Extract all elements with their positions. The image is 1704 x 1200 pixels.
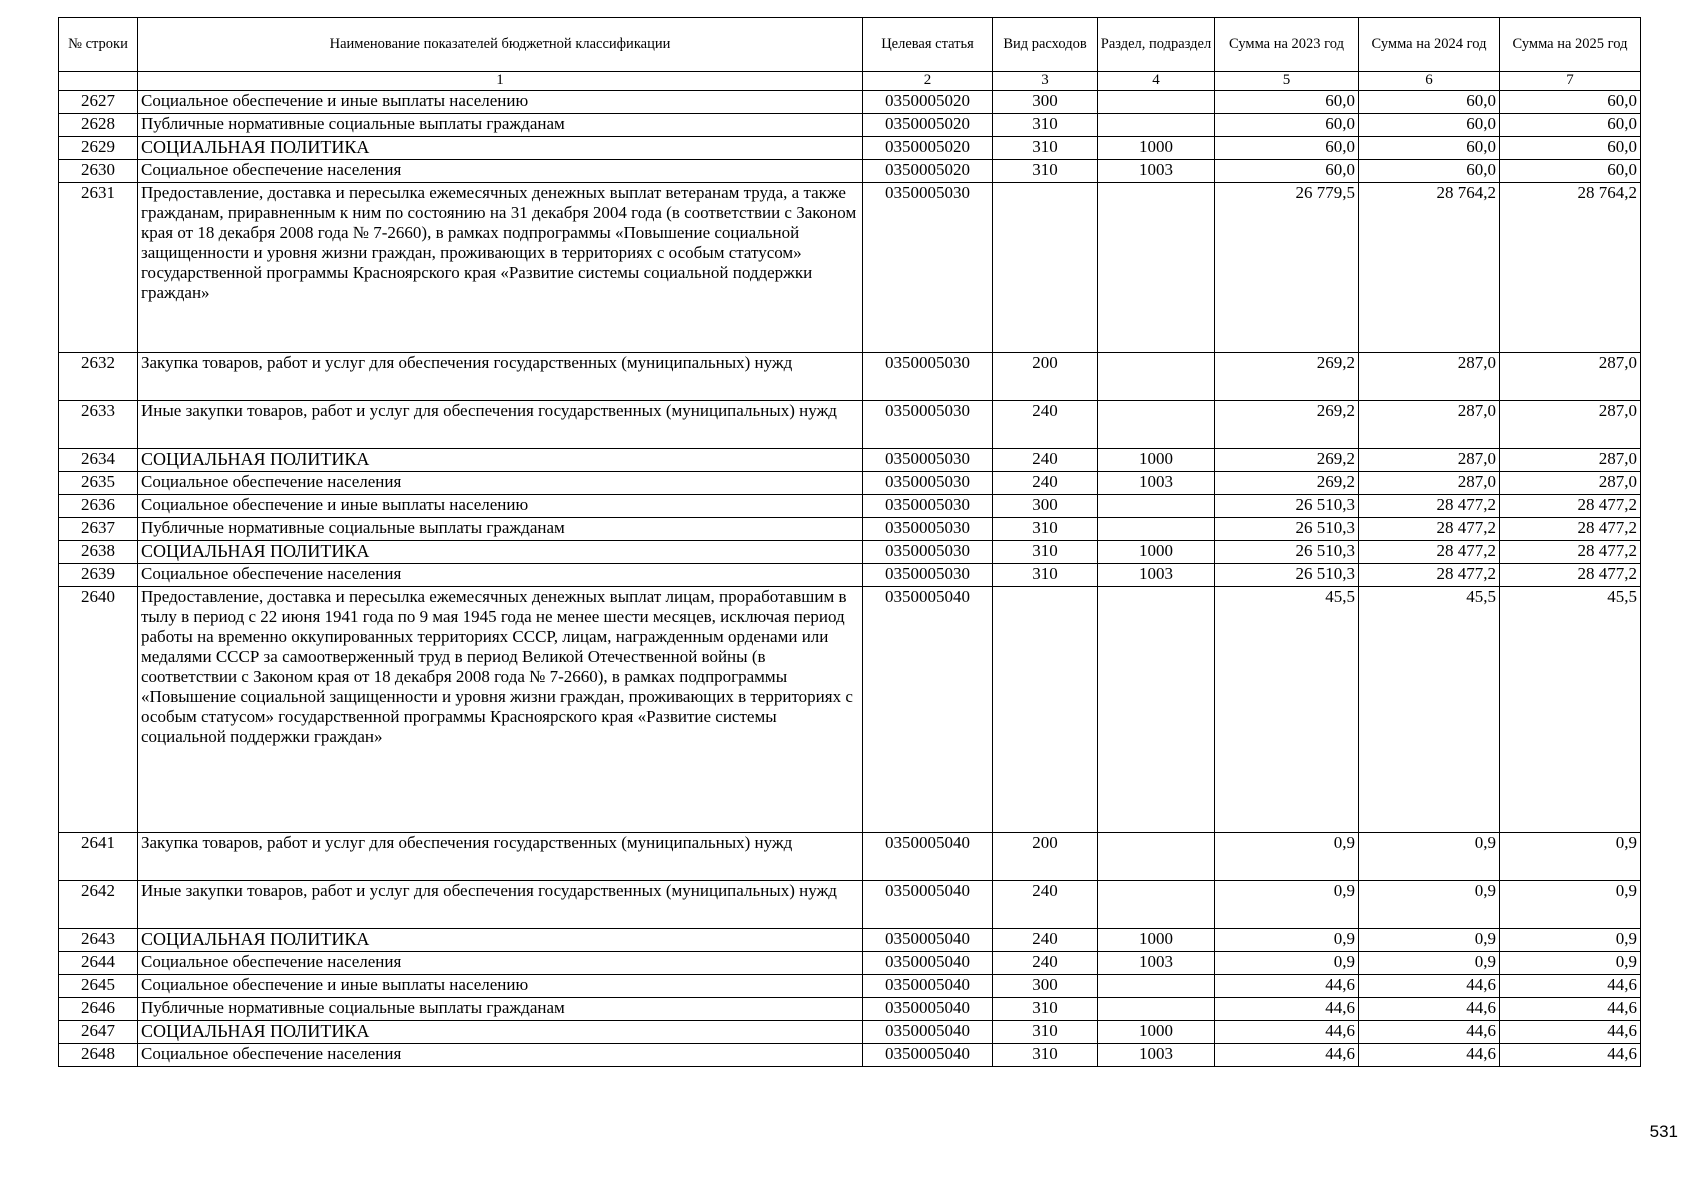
column-number: 7 bbox=[1500, 72, 1641, 91]
section-subsection: 1003 bbox=[1098, 472, 1215, 495]
table-row bbox=[59, 1044, 1641, 1067]
indicator-name: Социальное обеспечение и иные выплаты населению bbox=[138, 495, 863, 518]
table-row bbox=[59, 881, 1641, 929]
expense-kind: 300 bbox=[993, 495, 1098, 518]
sum-2023: 0,9 bbox=[1215, 929, 1359, 952]
indicator-name: Публичные нормативные социальные выплаты гражданам bbox=[138, 998, 863, 1021]
section-subsection bbox=[1098, 518, 1215, 541]
sum-2023: 60,0 bbox=[1215, 114, 1359, 137]
section-subsection bbox=[1098, 833, 1215, 881]
indicator-name: СОЦИАЛЬНАЯ ПОЛИТИКА bbox=[138, 449, 863, 472]
sum-2024: 45,5 bbox=[1359, 587, 1500, 833]
indicator-name: Публичные нормативные социальные выплаты гражданам bbox=[138, 114, 863, 137]
section-subsection: 1003 bbox=[1098, 564, 1215, 587]
section-subsection: 1000 bbox=[1098, 1021, 1215, 1044]
row-number: 2628 bbox=[59, 114, 138, 137]
expense-kind: 240 bbox=[993, 401, 1098, 449]
sum-2025: 28 477,2 bbox=[1500, 518, 1641, 541]
column-number: 1 bbox=[138, 72, 863, 91]
sum-2024: 287,0 bbox=[1359, 449, 1500, 472]
sum-2025: 60,0 bbox=[1500, 114, 1641, 137]
sum-2025: 60,0 bbox=[1500, 160, 1641, 183]
sum-2024: 287,0 bbox=[1359, 401, 1500, 449]
sum-2023: 0,9 bbox=[1215, 952, 1359, 975]
table-row bbox=[59, 114, 1641, 137]
budget-table bbox=[58, 17, 1641, 1067]
sum-2024: 0,9 bbox=[1359, 833, 1500, 881]
sum-2025: 0,9 bbox=[1500, 929, 1641, 952]
indicator-name: Социальное обеспечение населения bbox=[138, 564, 863, 587]
expense-kind: 240 bbox=[993, 952, 1098, 975]
target-article: 0350005020 bbox=[863, 137, 993, 160]
target-article: 0350005030 bbox=[863, 518, 993, 541]
row-number: 2630 bbox=[59, 160, 138, 183]
header-kind: Вид расходов bbox=[993, 18, 1098, 72]
sum-2024: 0,9 bbox=[1359, 952, 1500, 975]
sum-2024: 0,9 bbox=[1359, 881, 1500, 929]
sum-2025: 0,9 bbox=[1500, 881, 1641, 929]
table-row bbox=[59, 833, 1641, 881]
section-subsection bbox=[1098, 353, 1215, 401]
sum-2024: 287,0 bbox=[1359, 472, 1500, 495]
sum-2023: 26 510,3 bbox=[1215, 541, 1359, 564]
target-article: 0350005030 bbox=[863, 401, 993, 449]
expense-kind: 240 bbox=[993, 449, 1098, 472]
target-article: 0350005040 bbox=[863, 929, 993, 952]
indicator-name: Социальное обеспечение и иные выплаты населению bbox=[138, 91, 863, 114]
sum-2025: 44,6 bbox=[1500, 1021, 1641, 1044]
section-subsection bbox=[1098, 114, 1215, 137]
column-number: 6 bbox=[1359, 72, 1500, 91]
sum-2025: 28 477,2 bbox=[1500, 541, 1641, 564]
column-number-row bbox=[59, 72, 1641, 91]
table-row bbox=[59, 495, 1641, 518]
sum-2024: 28 477,2 bbox=[1359, 518, 1500, 541]
table-row bbox=[59, 587, 1641, 833]
sum-2025: 44,6 bbox=[1500, 998, 1641, 1021]
sum-2025: 44,6 bbox=[1500, 975, 1641, 998]
header-target: Целевая статья bbox=[863, 18, 993, 72]
row-number: 2648 bbox=[59, 1044, 138, 1067]
target-article: 0350005030 bbox=[863, 541, 993, 564]
sum-2023: 60,0 bbox=[1215, 91, 1359, 114]
table-body bbox=[59, 18, 1641, 1067]
section-subsection: 1000 bbox=[1098, 541, 1215, 564]
sum-2024: 60,0 bbox=[1359, 137, 1500, 160]
table-row bbox=[59, 929, 1641, 952]
row-number: 2640 bbox=[59, 587, 138, 833]
column-number: 2 bbox=[863, 72, 993, 91]
sum-2025: 28 477,2 bbox=[1500, 495, 1641, 518]
target-article: 0350005030 bbox=[863, 495, 993, 518]
expense-kind: 240 bbox=[993, 472, 1098, 495]
sum-2025: 287,0 bbox=[1500, 401, 1641, 449]
sum-2025: 287,0 bbox=[1500, 353, 1641, 401]
sum-2023: 269,2 bbox=[1215, 472, 1359, 495]
expense-kind: 240 bbox=[993, 881, 1098, 929]
section-subsection: 1003 bbox=[1098, 952, 1215, 975]
table-row bbox=[59, 998, 1641, 1021]
sum-2025: 0,9 bbox=[1500, 833, 1641, 881]
section-subsection bbox=[1098, 881, 1215, 929]
header-row-no: № строки bbox=[59, 18, 138, 72]
sum-2025: 44,6 bbox=[1500, 1044, 1641, 1067]
sum-2024: 60,0 bbox=[1359, 160, 1500, 183]
sum-2023: 45,5 bbox=[1215, 587, 1359, 833]
sum-2023: 269,2 bbox=[1215, 449, 1359, 472]
indicator-name: СОЦИАЛЬНАЯ ПОЛИТИКА bbox=[138, 137, 863, 160]
indicator-name: Публичные нормативные социальные выплаты гражданам bbox=[138, 518, 863, 541]
row-number: 2645 bbox=[59, 975, 138, 998]
sum-2023: 26 779,5 bbox=[1215, 183, 1359, 353]
header-sum-2023: Сумма на 2023 год bbox=[1215, 18, 1359, 72]
expense-kind: 310 bbox=[993, 541, 1098, 564]
target-article: 0350005040 bbox=[863, 975, 993, 998]
section-subsection bbox=[1098, 401, 1215, 449]
sum-2024: 28 764,2 bbox=[1359, 183, 1500, 353]
target-article: 0350005040 bbox=[863, 1021, 993, 1044]
section-subsection bbox=[1098, 495, 1215, 518]
expense-kind: 310 bbox=[993, 160, 1098, 183]
table-row bbox=[59, 518, 1641, 541]
indicator-name: Социальное обеспечение населения bbox=[138, 472, 863, 495]
sum-2023: 60,0 bbox=[1215, 137, 1359, 160]
target-article: 0350005040 bbox=[863, 952, 993, 975]
header-sum-2025: Сумма на 2025 год bbox=[1500, 18, 1641, 72]
indicator-name: Социальное обеспечение и иные выплаты населению bbox=[138, 975, 863, 998]
target-article: 0350005030 bbox=[863, 353, 993, 401]
sum-2024: 60,0 bbox=[1359, 91, 1500, 114]
section-subsection: 1000 bbox=[1098, 929, 1215, 952]
section-subsection: 1000 bbox=[1098, 137, 1215, 160]
indicator-name: СОЦИАЛЬНАЯ ПОЛИТИКА bbox=[138, 929, 863, 952]
sum-2025: 60,0 bbox=[1500, 91, 1641, 114]
section-subsection bbox=[1098, 998, 1215, 1021]
table-row bbox=[59, 541, 1641, 564]
expense-kind: 310 bbox=[993, 137, 1098, 160]
sum-2023: 44,6 bbox=[1215, 998, 1359, 1021]
column-number: 5 bbox=[1215, 72, 1359, 91]
header-name: Наименование показателей бюджетной классификации bbox=[138, 18, 863, 72]
indicator-name: Социальное обеспечение населения bbox=[138, 1044, 863, 1067]
table-row bbox=[59, 952, 1641, 975]
row-number: 2629 bbox=[59, 137, 138, 160]
target-article: 0350005020 bbox=[863, 160, 993, 183]
section-subsection bbox=[1098, 587, 1215, 833]
column-number: 3 bbox=[993, 72, 1098, 91]
table-row bbox=[59, 401, 1641, 449]
indicator-name: Социальное обеспечение населения bbox=[138, 952, 863, 975]
row-number: 2636 bbox=[59, 495, 138, 518]
target-article: 0350005040 bbox=[863, 833, 993, 881]
sum-2025: 28 764,2 bbox=[1500, 183, 1641, 353]
table-row bbox=[59, 449, 1641, 472]
sum-2024: 287,0 bbox=[1359, 353, 1500, 401]
expense-kind: 200 bbox=[993, 833, 1098, 881]
table-row bbox=[59, 1021, 1641, 1044]
row-number: 2647 bbox=[59, 1021, 138, 1044]
indicator-name: Предоставление, доставка и пересылка ежемесячных денежных выплат ветеранам труда, а также гражданам, приравненным к ним по состоянию на 31 декабря 2004 года (в соответствии с Законом края от 18 декабря 2008 года № 7-2660), в рамках подпрограммы «Повышение социальной защищенности и уровня жизни граждан, проживающих в территориях с особым статусом» государственной программы Красноярского края «Развитие системы социальной поддержки граждан» bbox=[138, 183, 863, 353]
page-number: 531 bbox=[1649, 1122, 1678, 1141]
table-row bbox=[59, 160, 1641, 183]
expense-kind: 300 bbox=[993, 975, 1098, 998]
section-subsection: 1000 bbox=[1098, 449, 1215, 472]
row-number: 2638 bbox=[59, 541, 138, 564]
target-article: 0350005040 bbox=[863, 587, 993, 833]
table-header-row bbox=[59, 18, 1641, 72]
table-row bbox=[59, 564, 1641, 587]
row-number: 2642 bbox=[59, 881, 138, 929]
sum-2023: 0,9 bbox=[1215, 833, 1359, 881]
sum-2023: 44,6 bbox=[1215, 1044, 1359, 1067]
header-section: Раздел, подраздел bbox=[1098, 18, 1215, 72]
row-number: 2639 bbox=[59, 564, 138, 587]
sum-2023: 44,6 bbox=[1215, 1021, 1359, 1044]
budget-table-sheet bbox=[58, 17, 1641, 1067]
row-number: 2627 bbox=[59, 91, 138, 114]
row-number: 2632 bbox=[59, 353, 138, 401]
table-row bbox=[59, 183, 1641, 353]
header-sum-2024: Сумма на 2024 год bbox=[1359, 18, 1500, 72]
indicator-name: Предоставление, доставка и пересылка ежемесячных денежных выплат лицам, проработавшим в тылу в период с 22 июня 1941 года по 9 мая 1945 года не менее шести месяцев, исключая период работы на временно оккупированных территориях СССР, лицам, награжденным орденами или медалями СССР за самоотверженный труд в период Великой Отечественной войны (в соответствии с Законом края от 18 декабря 2008 года № 7-2660), в рамках подпрограммы «Повышение социальной защищенности и уровня жизни граждан, проживающих в территориях с особым статусом» государственной программы Красноярского края «Развитие системы социальной поддержки граждан» bbox=[138, 587, 863, 833]
expense-kind: 200 bbox=[993, 353, 1098, 401]
row-number: 2633 bbox=[59, 401, 138, 449]
indicator-name: СОЦИАЛЬНАЯ ПОЛИТИКА bbox=[138, 1021, 863, 1044]
target-article: 0350005040 bbox=[863, 998, 993, 1021]
expense-kind: 240 bbox=[993, 929, 1098, 952]
sum-2024: 44,6 bbox=[1359, 975, 1500, 998]
sum-2023: 26 510,3 bbox=[1215, 564, 1359, 587]
section-subsection bbox=[1098, 183, 1215, 353]
sum-2023: 269,2 bbox=[1215, 401, 1359, 449]
expense-kind: 300 bbox=[993, 91, 1098, 114]
sum-2024: 28 477,2 bbox=[1359, 564, 1500, 587]
sum-2024: 28 477,2 bbox=[1359, 495, 1500, 518]
target-article: 0350005020 bbox=[863, 114, 993, 137]
sum-2024: 44,6 bbox=[1359, 1021, 1500, 1044]
expense-kind: 310 bbox=[993, 518, 1098, 541]
indicator-name: Закупка товаров, работ и услуг для обеспечения государственных (муниципальных) нужд bbox=[138, 353, 863, 401]
table-row bbox=[59, 137, 1641, 160]
indicator-name: Иные закупки товаров, работ и услуг для обеспечения государственных (муниципальных) нужд bbox=[138, 881, 863, 929]
table-row bbox=[59, 472, 1641, 495]
sum-2024: 44,6 bbox=[1359, 998, 1500, 1021]
row-number: 2631 bbox=[59, 183, 138, 353]
sum-2024: 60,0 bbox=[1359, 114, 1500, 137]
column-number: 4 bbox=[1098, 72, 1215, 91]
row-number: 2641 bbox=[59, 833, 138, 881]
indicator-name: СОЦИАЛЬНАЯ ПОЛИТИКА bbox=[138, 541, 863, 564]
sum-2025: 287,0 bbox=[1500, 449, 1641, 472]
table-row bbox=[59, 975, 1641, 998]
sum-2023: 60,0 bbox=[1215, 160, 1359, 183]
target-article: 0350005040 bbox=[863, 1044, 993, 1067]
row-number: 2644 bbox=[59, 952, 138, 975]
expense-kind: 310 bbox=[993, 998, 1098, 1021]
expense-kind: 310 bbox=[993, 1021, 1098, 1044]
sum-2023: 269,2 bbox=[1215, 353, 1359, 401]
target-article: 0350005030 bbox=[863, 564, 993, 587]
sum-2023: 44,6 bbox=[1215, 975, 1359, 998]
indicator-name: Социальное обеспечение населения bbox=[138, 160, 863, 183]
expense-kind: 310 bbox=[993, 564, 1098, 587]
target-article: 0350005030 bbox=[863, 183, 993, 353]
table-row bbox=[59, 353, 1641, 401]
sum-2025: 287,0 bbox=[1500, 472, 1641, 495]
sum-2025: 28 477,2 bbox=[1500, 564, 1641, 587]
row-number: 2637 bbox=[59, 518, 138, 541]
target-article: 0350005030 bbox=[863, 472, 993, 495]
target-article: 0350005030 bbox=[863, 449, 993, 472]
section-subsection: 1003 bbox=[1098, 160, 1215, 183]
expense-kind: 310 bbox=[993, 1044, 1098, 1067]
expense-kind bbox=[993, 183, 1098, 353]
sum-2024: 44,6 bbox=[1359, 1044, 1500, 1067]
expense-kind: 310 bbox=[993, 114, 1098, 137]
sum-2024: 28 477,2 bbox=[1359, 541, 1500, 564]
expense-kind bbox=[993, 587, 1098, 833]
sum-2023: 26 510,3 bbox=[1215, 518, 1359, 541]
indicator-name: Закупка товаров, работ и услуг для обеспечения государственных (муниципальных) нужд bbox=[138, 833, 863, 881]
sum-2023: 0,9 bbox=[1215, 881, 1359, 929]
column-number bbox=[59, 72, 138, 91]
sum-2023: 26 510,3 bbox=[1215, 495, 1359, 518]
section-subsection bbox=[1098, 91, 1215, 114]
sum-2025: 60,0 bbox=[1500, 137, 1641, 160]
sum-2024: 0,9 bbox=[1359, 929, 1500, 952]
row-number: 2646 bbox=[59, 998, 138, 1021]
target-article: 0350005020 bbox=[863, 91, 993, 114]
row-number: 2643 bbox=[59, 929, 138, 952]
row-number: 2635 bbox=[59, 472, 138, 495]
row-number: 2634 bbox=[59, 449, 138, 472]
section-subsection: 1003 bbox=[1098, 1044, 1215, 1067]
table-row bbox=[59, 91, 1641, 114]
section-subsection bbox=[1098, 975, 1215, 998]
sum-2025: 45,5 bbox=[1500, 587, 1641, 833]
sum-2025: 0,9 bbox=[1500, 952, 1641, 975]
indicator-name: Иные закупки товаров, работ и услуг для обеспечения государственных (муниципальных) нужд bbox=[138, 401, 863, 449]
target-article: 0350005040 bbox=[863, 881, 993, 929]
